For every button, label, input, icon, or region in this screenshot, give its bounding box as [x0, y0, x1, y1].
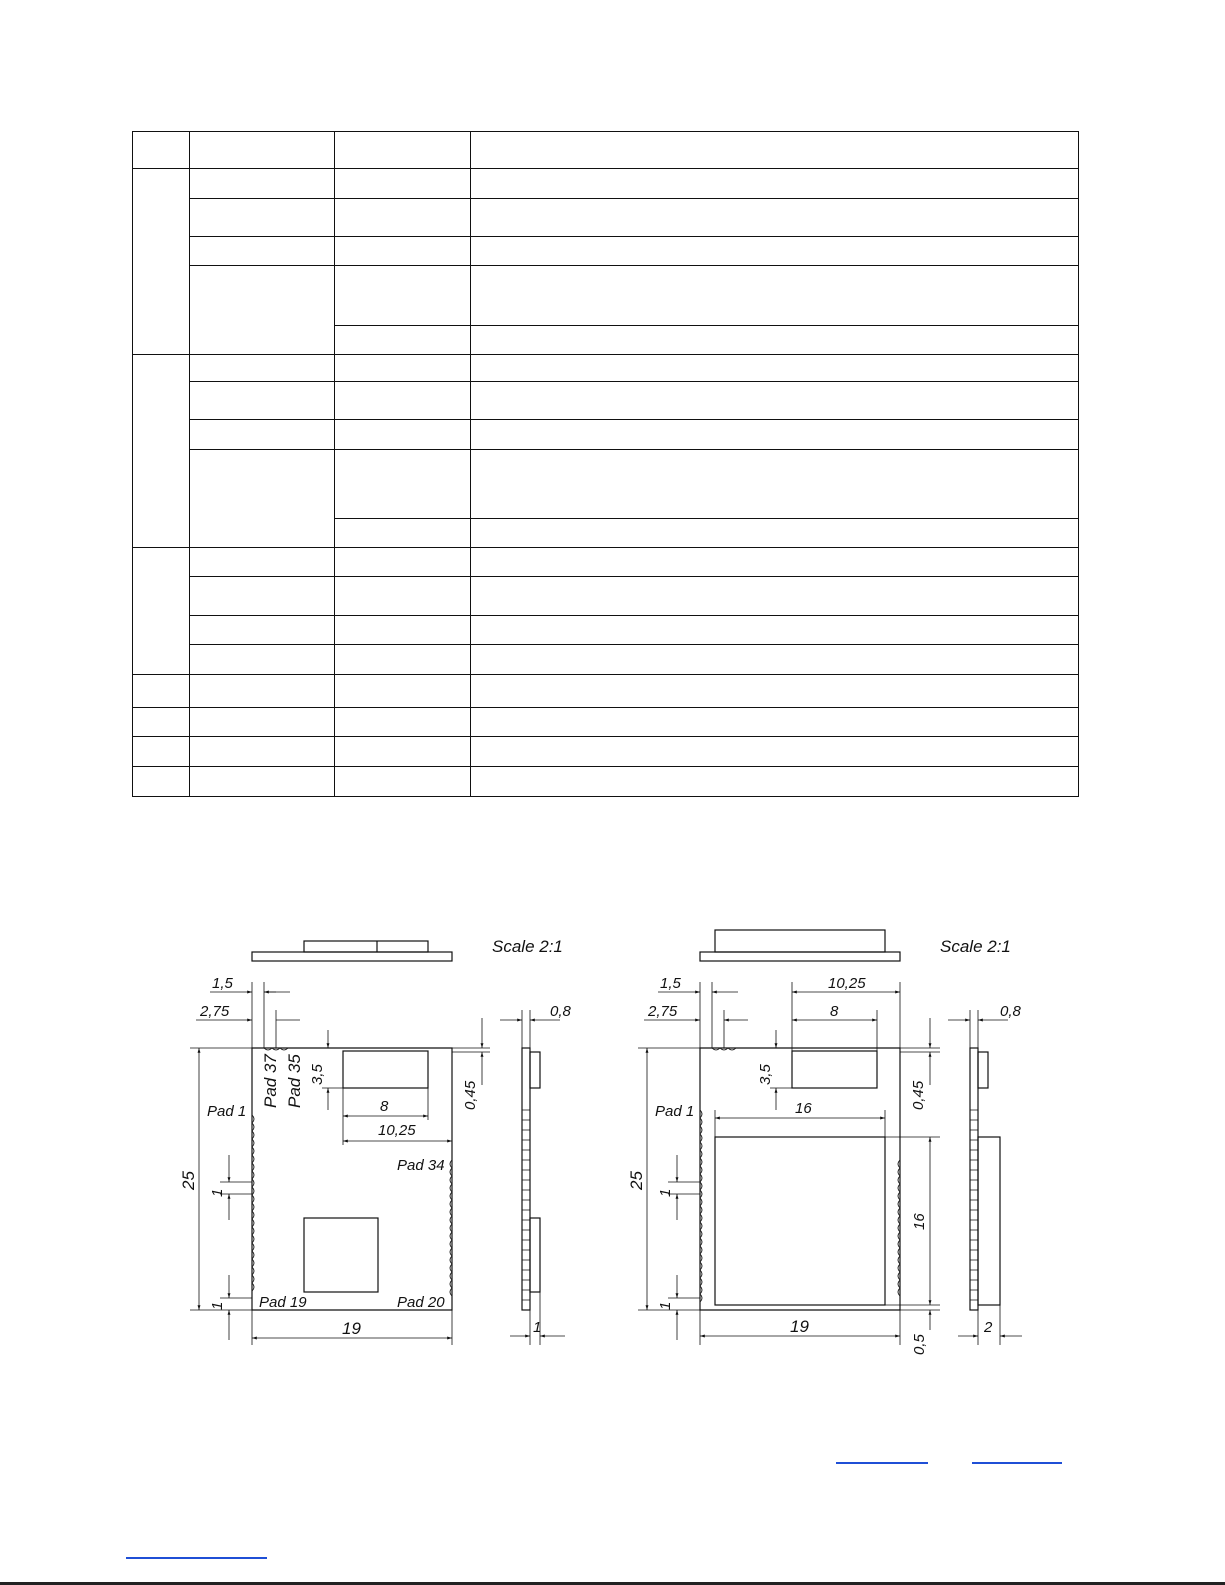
table-cell [471, 577, 1079, 616]
dim-1-bottom: 1 [209, 1301, 226, 1310]
table-row [133, 449, 1079, 518]
pad37-label: Pad 37 [261, 1054, 280, 1108]
table-cell [471, 674, 1079, 707]
table-row [133, 381, 1079, 419]
pad19-label: Pad 19 [259, 1294, 307, 1311]
table-cell [335, 674, 471, 707]
pad35-label: Pad 35 [285, 1054, 304, 1108]
table-cell [133, 354, 190, 548]
table-cell [471, 381, 1079, 419]
side-profile-chip [530, 1218, 540, 1292]
table-cell [335, 736, 471, 766]
table-cell [190, 169, 335, 199]
dim-0-45-right: 0,45 [910, 1080, 927, 1110]
dim-3-5: 3,5 [309, 1064, 326, 1085]
table-row [133, 674, 1079, 707]
table-cell [335, 381, 471, 419]
antenna-component-right [792, 1051, 877, 1088]
table-row [133, 766, 1079, 796]
table-cell [190, 381, 335, 419]
top-profile-board-right [700, 952, 900, 961]
board-outline-right [700, 1048, 900, 1310]
table-cell [133, 548, 190, 674]
table-cell [190, 577, 335, 616]
table-cell [190, 766, 335, 796]
table-cell [471, 519, 1079, 548]
table-row [133, 266, 1079, 325]
dim-2-75: 2,75 [200, 1003, 230, 1020]
table-cell [471, 766, 1079, 796]
dim-10-25: 10,25 [378, 1122, 416, 1139]
side-profile-antenna [530, 1052, 540, 1088]
table-cell [471, 354, 1079, 381]
table-cell [335, 449, 471, 518]
dim-1-5: 1,5 [212, 975, 233, 992]
dim-10-25-right: 10,25 [828, 975, 866, 992]
table-cell [133, 736, 190, 766]
table-cell [471, 645, 1079, 674]
antenna-component [343, 1051, 428, 1088]
dim-16-height: 16 [911, 1213, 928, 1230]
table-cell [133, 132, 190, 169]
table-cell [190, 266, 335, 354]
table-cell [190, 674, 335, 707]
side-profile-board-right [970, 1048, 978, 1310]
side-profile-pads [522, 1110, 530, 1300]
table-cell [190, 616, 335, 645]
table-cell [190, 449, 335, 547]
side-profile-pads-right [970, 1110, 978, 1300]
dim-8-right: 8 [830, 1003, 839, 1020]
dim-1-bottom-right: 1 [657, 1301, 674, 1310]
dim-1-side: 1 [533, 1319, 542, 1336]
table-cell [335, 419, 471, 449]
table-row [133, 199, 1079, 237]
table-cell [190, 419, 335, 449]
drawing-left [179, 937, 572, 1345]
dim-0-45: 0,45 [462, 1080, 479, 1110]
side-profile-antenna-right [978, 1052, 988, 1088]
table-cell [190, 199, 335, 237]
dim-25: 25 [179, 1171, 198, 1190]
dim-1-pitch-right: 1 [657, 1188, 674, 1197]
dim-3-5-right: 3,5 [757, 1064, 774, 1085]
pad34-label: Pad 34 [397, 1157, 445, 1174]
table-row [133, 169, 1079, 199]
chip-component [304, 1218, 378, 1292]
table-row [133, 548, 1079, 577]
table-cell [190, 707, 335, 736]
table-cell [471, 132, 1079, 169]
table-cell [335, 354, 471, 381]
table-cell [190, 237, 335, 266]
footer-link-1[interactable] [836, 1462, 928, 1464]
table-cell [471, 449, 1079, 518]
scale-label-left: Scale 2:1 [492, 937, 563, 956]
table-cell [335, 766, 471, 796]
table-cell [471, 325, 1079, 354]
table-row [133, 132, 1079, 169]
table-cell [335, 169, 471, 199]
table-cell [335, 199, 471, 237]
table-row [133, 419, 1079, 449]
table-cell [471, 736, 1079, 766]
table-cell [471, 199, 1079, 237]
dim-2-75-right: 2,75 [648, 1003, 678, 1020]
side-profile-board [522, 1048, 530, 1310]
table-cell [190, 354, 335, 381]
dim-0-8: 0,8 [550, 1003, 571, 1020]
dim-16-width: 16 [795, 1100, 812, 1117]
table-row [133, 645, 1079, 674]
table-cell [335, 237, 471, 266]
table-cell [190, 645, 335, 674]
dim-1-5-right: 1,5 [660, 975, 681, 992]
table-cell [471, 237, 1079, 266]
table-cell [471, 548, 1079, 577]
table-row [133, 616, 1079, 645]
table-cell [335, 645, 471, 674]
table-cell [133, 169, 190, 355]
table-cell [133, 674, 190, 707]
table-cell [190, 132, 335, 169]
table-cell [335, 266, 471, 325]
table-cell [335, 325, 471, 354]
dim-0-8-right: 0,8 [1000, 1003, 1021, 1020]
top-profile-board [252, 952, 452, 961]
pad1-label-right: Pad 1 [655, 1103, 695, 1120]
dim-8: 8 [380, 1098, 389, 1115]
table-cell [335, 616, 471, 645]
table-cell [335, 707, 471, 736]
shield-can [715, 1137, 885, 1305]
table-cell [335, 548, 471, 577]
drawing-right [627, 930, 1022, 1355]
spec-table [132, 131, 1079, 797]
scale-label-right: Scale 2:1 [940, 937, 1011, 956]
table-row [133, 237, 1079, 266]
table-cell [190, 736, 335, 766]
table-cell [471, 707, 1079, 736]
footer-link-3[interactable] [126, 1557, 267, 1559]
module-drawings [0, 900, 1225, 1380]
footer-link-2[interactable] [972, 1462, 1062, 1464]
board-outline-left [252, 1048, 452, 1310]
dim-25-right: 25 [627, 1171, 646, 1190]
table-cell [335, 132, 471, 169]
table-cell [190, 548, 335, 577]
dim-19: 19 [342, 1319, 361, 1338]
table-cell [335, 577, 471, 616]
table-row [133, 577, 1079, 616]
dim-1-pitch: 1 [209, 1188, 226, 1197]
dim-2-side: 2 [984, 1319, 993, 1336]
table-cell [471, 169, 1079, 199]
table-cell [471, 419, 1079, 449]
table-row [133, 354, 1079, 381]
pad1-label: Pad 1 [207, 1103, 247, 1120]
side-profile-shield [978, 1137, 1000, 1305]
dim-19-right: 19 [790, 1317, 809, 1336]
table-cell [133, 766, 190, 796]
table-cell [133, 707, 190, 736]
table-cell [335, 519, 471, 548]
table-cell [471, 616, 1079, 645]
pad20-label: Pad 20 [397, 1294, 445, 1311]
table-row [133, 707, 1079, 736]
table-row [133, 736, 1079, 766]
top-profile-shield [715, 930, 885, 952]
table-cell [471, 266, 1079, 325]
dim-0-5: 0,5 [911, 1334, 928, 1355]
top-profile-component [304, 941, 428, 952]
